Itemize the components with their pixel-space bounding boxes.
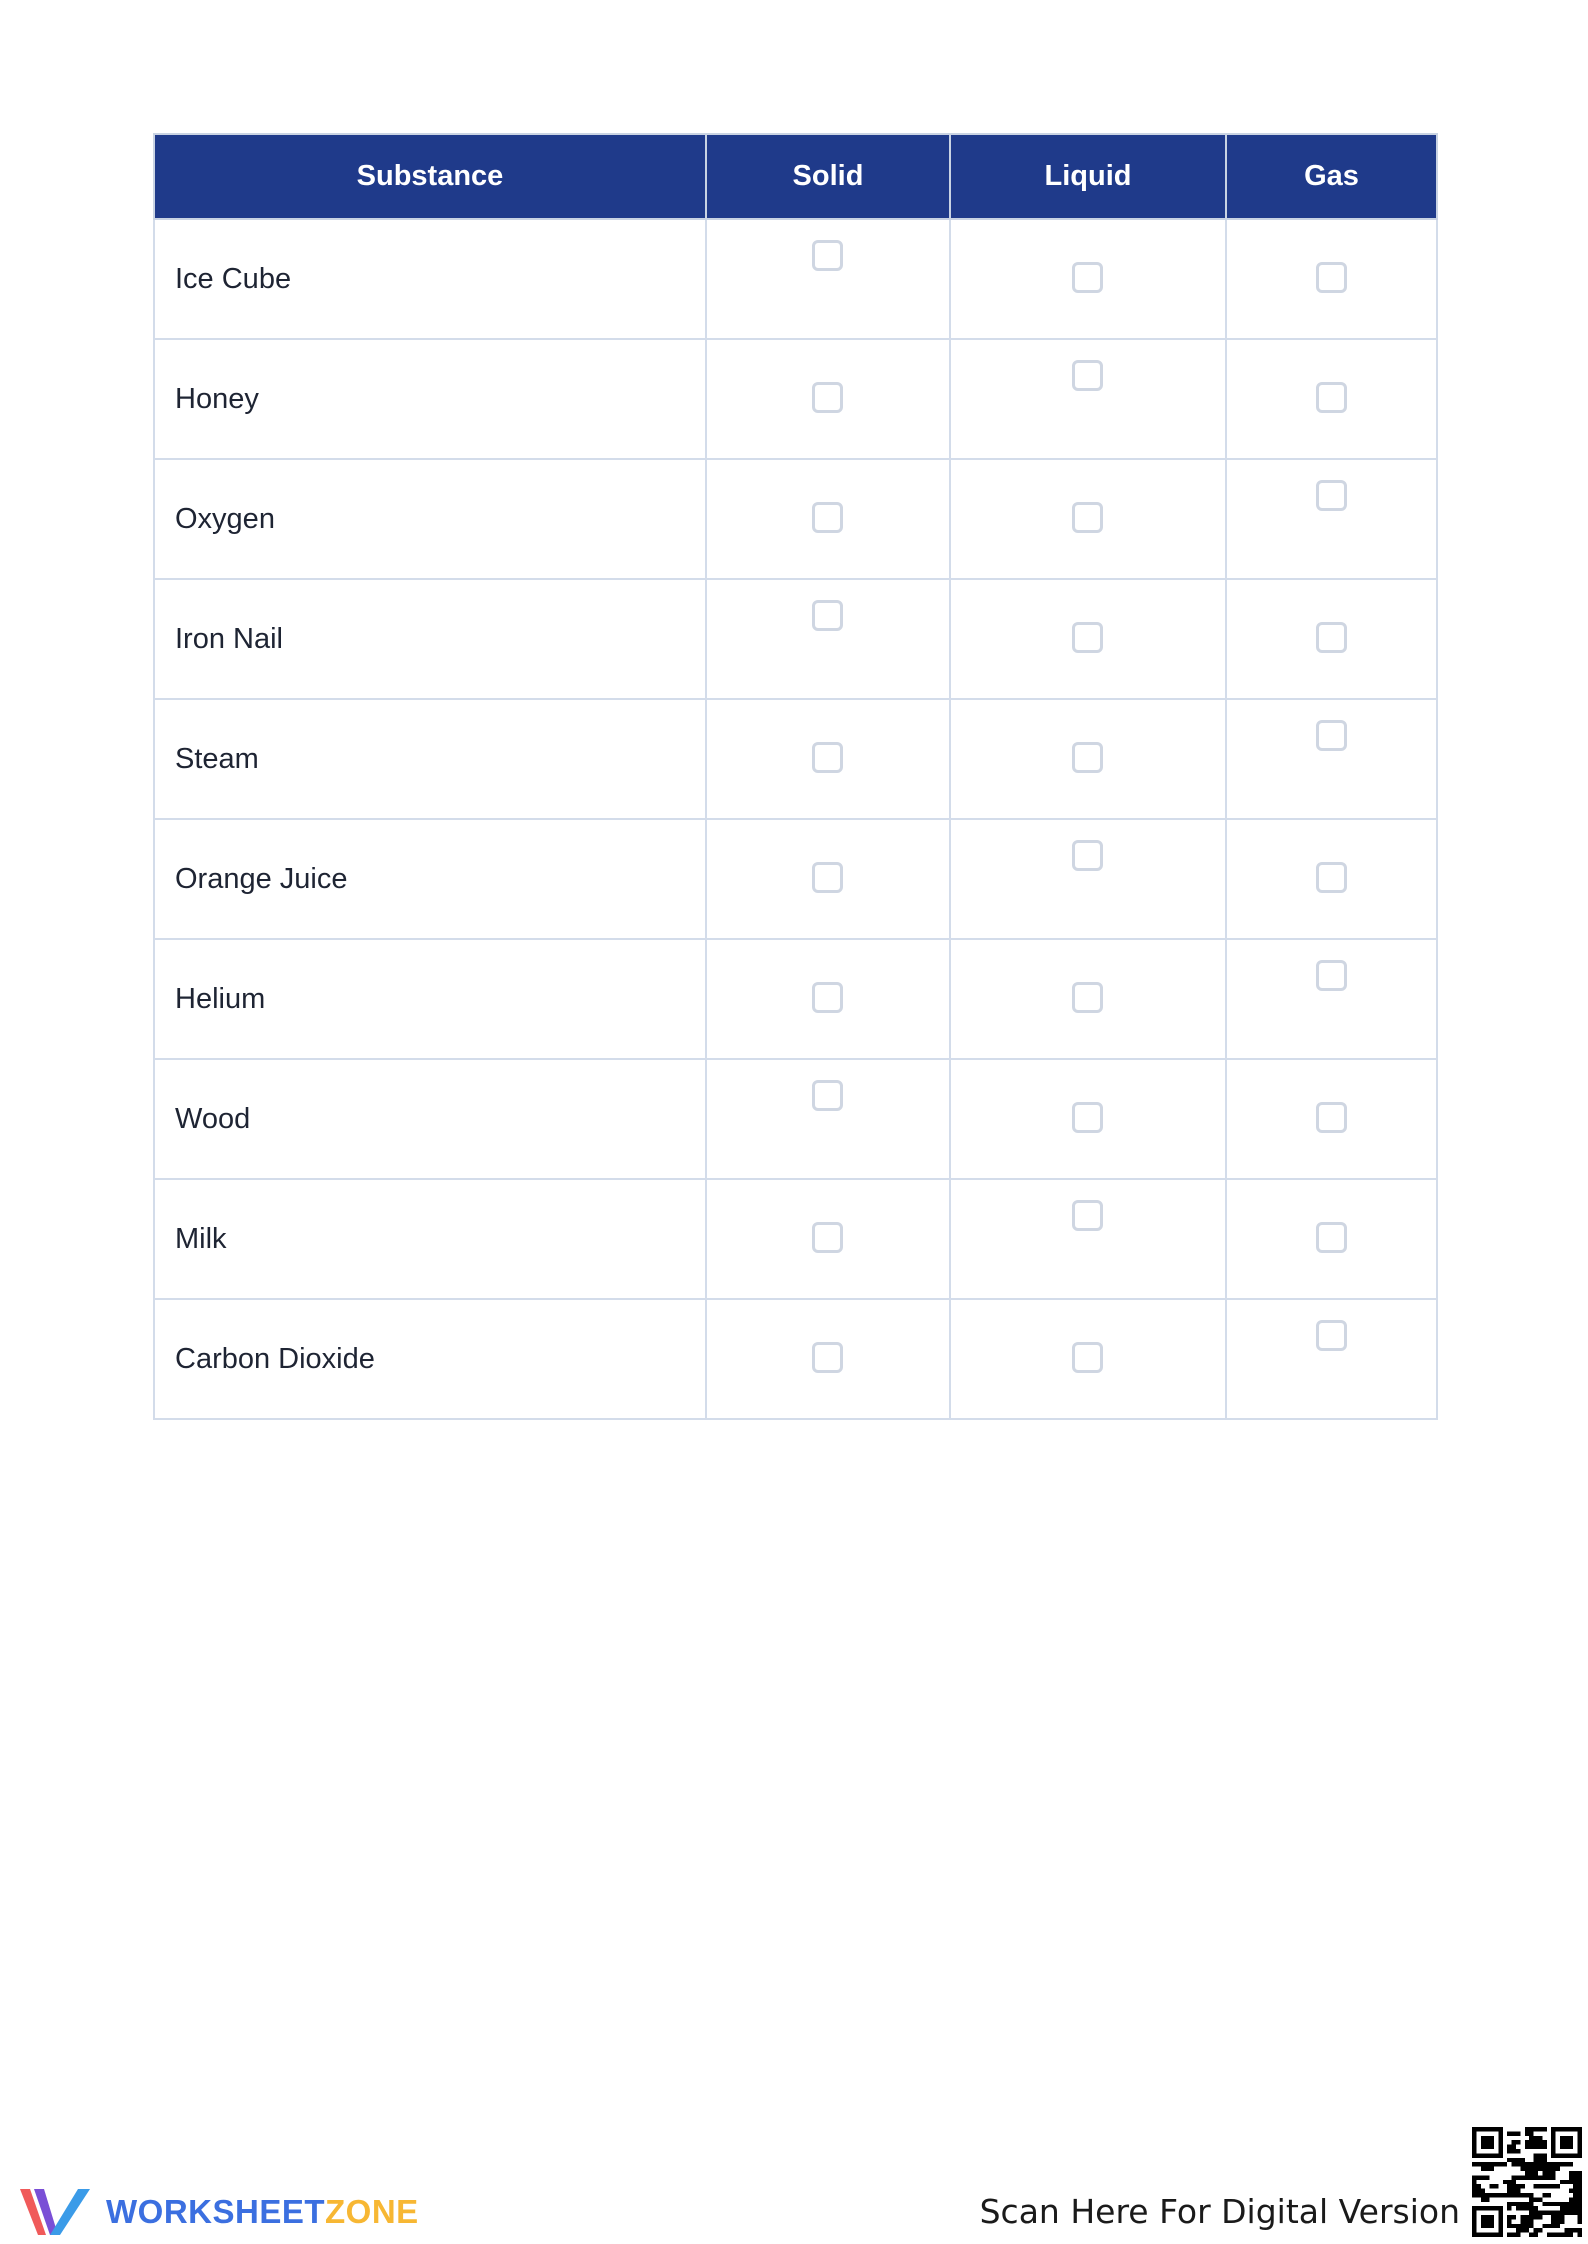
substance-name: Helium [154,939,706,1059]
table-row [154,939,1437,1059]
cell-gas [1226,819,1437,939]
scan-caption: Scan Here For Digital Version [979,2192,1460,2231]
checkbox-liquid[interactable] [1072,742,1103,773]
logo-word-zone: ZONE [325,2193,419,2230]
checkbox-solid[interactable] [812,240,843,271]
substance-name: Honey [154,339,706,459]
cell-solid [706,339,950,459]
substance-name: Oxygen [154,459,706,579]
substance-name: Milk [154,1179,706,1299]
checkbox-solid[interactable] [812,742,843,773]
table-row [154,339,1437,459]
cell-gas [1226,339,1437,459]
checkbox-liquid[interactable] [1072,982,1103,1013]
checkbox-gas[interactable] [1316,622,1347,653]
cell-solid [706,939,950,1059]
cell-solid [706,819,950,939]
cell-liquid [950,339,1226,459]
header-gas: Gas [1226,134,1437,219]
checkbox-solid[interactable] [812,1222,843,1253]
table-row [154,219,1437,339]
table-row [154,1059,1437,1179]
cell-liquid [950,1179,1226,1299]
cell-solid [706,699,950,819]
cell-gas [1226,699,1437,819]
checkbox-gas[interactable] [1316,262,1347,293]
checkbox-gas[interactable] [1316,480,1347,511]
checkbox-gas[interactable] [1316,1320,1347,1351]
checkbox-liquid[interactable] [1072,360,1103,391]
logo-word-worksheet: WORKSHEET [106,2193,325,2230]
cell-solid [706,1179,950,1299]
cell-liquid [950,459,1226,579]
checkbox-solid[interactable] [812,382,843,413]
cell-liquid [950,1059,1226,1179]
checkbox-gas[interactable] [1316,960,1347,991]
cell-liquid [950,939,1226,1059]
table-row [154,1179,1437,1299]
checkbox-liquid[interactable] [1072,1102,1103,1133]
worksheetzone-logo [16,2182,419,2242]
checkbox-solid[interactable] [812,982,843,1013]
checkbox-gas[interactable] [1316,1222,1347,1253]
cell-solid [706,579,950,699]
table-row [154,1299,1437,1419]
header-solid: Solid [706,134,950,219]
checkbox-liquid[interactable] [1072,1200,1103,1231]
cell-solid [706,1299,950,1419]
substance-name: Ice Cube [154,219,706,339]
substance-name: Orange Juice [154,819,706,939]
cell-liquid [950,819,1226,939]
checkbox-liquid[interactable] [1072,840,1103,871]
logo-wordmark [106,2193,419,2231]
cell-gas [1226,1059,1437,1179]
cell-liquid [950,1299,1226,1419]
checkbox-gas[interactable] [1316,862,1347,893]
checkbox-liquid[interactable] [1072,1342,1103,1373]
substance-name: Carbon Dioxide [154,1299,706,1419]
checkbox-gas[interactable] [1316,720,1347,751]
cell-liquid [950,699,1226,819]
qr-code-icon[interactable] [1472,2127,1582,2237]
header-substance: Substance [154,134,706,219]
substance-name: Wood [154,1059,706,1179]
checkbox-gas[interactable] [1316,1102,1347,1133]
checkbox-solid[interactable] [812,1080,843,1111]
table-row [154,579,1437,699]
checkbox-liquid[interactable] [1072,262,1103,293]
cell-gas [1226,219,1437,339]
cell-gas [1226,1299,1437,1419]
checkbox-liquid[interactable] [1072,622,1103,653]
header-liquid: Liquid [950,134,1226,219]
checkbox-liquid[interactable] [1072,502,1103,533]
logo-mark-icon [16,2183,96,2241]
cell-gas [1226,1179,1437,1299]
cell-gas [1226,579,1437,699]
cell-gas [1226,459,1437,579]
cell-liquid [950,579,1226,699]
table-header-row [154,134,1437,219]
table-row [154,699,1437,819]
cell-liquid [950,219,1226,339]
cell-solid [706,1059,950,1179]
checkbox-gas[interactable] [1316,382,1347,413]
checkbox-solid[interactable] [812,862,843,893]
checkbox-solid[interactable] [812,600,843,631]
checkbox-solid[interactable] [812,1342,843,1373]
checkbox-solid[interactable] [812,502,843,533]
table-row [154,819,1437,939]
substance-name: Iron Nail [154,579,706,699]
cell-solid [706,219,950,339]
substance-table [153,133,1438,1420]
cell-gas [1226,939,1437,1059]
substance-name: Steam [154,699,706,819]
cell-solid [706,459,950,579]
table-row [154,459,1437,579]
